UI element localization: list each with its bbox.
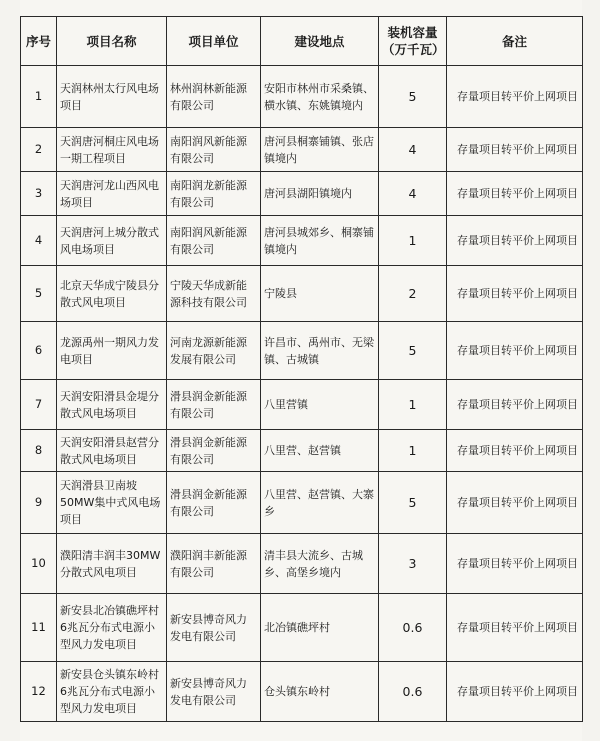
row-note: 存量项目转平价上网项目 bbox=[447, 266, 583, 322]
row-project-name: 天润安阳滑县金堤分散式风电场项目 bbox=[57, 380, 167, 430]
row-note: 存量项目转平价上网项目 bbox=[447, 472, 583, 534]
header-index: 序号 bbox=[21, 17, 57, 66]
row-index: 2 bbox=[21, 128, 57, 172]
row-project-name: 濮阳清丰润丰30MW分散式风电项目 bbox=[57, 534, 167, 594]
header-note: 备注 bbox=[447, 17, 583, 66]
row-project-name: 天润唐河龙山西风电场项目 bbox=[57, 172, 167, 216]
row-index: 12 bbox=[21, 662, 57, 722]
row-project-unit: 滑县润金新能源有限公司 bbox=[167, 430, 261, 472]
row-project-name: 天润滑县卫南坡50MW集中式风电场项目 bbox=[57, 472, 167, 534]
row-capacity: 5 bbox=[379, 66, 447, 128]
row-project-name: 天润林州太行风电场项目 bbox=[57, 66, 167, 128]
row-note: 存量项目转平价上网项目 bbox=[447, 66, 583, 128]
row-note: 存量项目转平价上网项目 bbox=[447, 662, 583, 722]
table-row bbox=[21, 534, 583, 594]
row-project-name: 新安县北冶镇礁坪村6兆瓦分布式电源小型风力发电项目 bbox=[57, 594, 167, 662]
table-row bbox=[21, 216, 583, 266]
row-location: 唐河县城郊乡、桐寨铺镇境内 bbox=[261, 216, 379, 266]
row-location: 八里营、赵营镇 bbox=[261, 430, 379, 472]
row-note: 存量项目转平价上网项目 bbox=[447, 430, 583, 472]
row-index: 8 bbox=[21, 430, 57, 472]
row-project-unit: 南阳润风新能源有限公司 bbox=[167, 216, 261, 266]
row-project-unit: 濮阳润丰新能源有限公司 bbox=[167, 534, 261, 594]
row-note: 存量项目转平价上网项目 bbox=[447, 216, 583, 266]
row-location: 北冶镇礁坪村 bbox=[261, 594, 379, 662]
row-capacity: 5 bbox=[379, 322, 447, 380]
row-capacity: 4 bbox=[379, 128, 447, 172]
row-capacity: 4 bbox=[379, 172, 447, 216]
row-note: 存量项目转平价上网项目 bbox=[447, 594, 583, 662]
row-note: 存量项目转平价上网项目 bbox=[447, 128, 583, 172]
header-location: 建设地点 bbox=[261, 17, 379, 66]
table-row bbox=[21, 128, 583, 172]
table-row bbox=[21, 430, 583, 472]
row-location: 唐河县桐寨铺镇、张店镇境内 bbox=[261, 128, 379, 172]
row-project-name: 天润唐河上城分散式风电场项目 bbox=[57, 216, 167, 266]
row-project-unit: 宁陵天华成新能源科技有限公司 bbox=[167, 266, 261, 322]
table-row bbox=[21, 66, 583, 128]
row-project-name: 龙源禹州一期风力发电项目 bbox=[57, 322, 167, 380]
row-project-unit: 新安县博奇风力发电有限公司 bbox=[167, 662, 261, 722]
row-location: 宁陵县 bbox=[261, 266, 379, 322]
table-row bbox=[21, 172, 583, 216]
table-row bbox=[21, 322, 583, 380]
row-capacity: 5 bbox=[379, 472, 447, 534]
row-location: 八里营镇 bbox=[261, 380, 379, 430]
row-index: 10 bbox=[21, 534, 57, 594]
row-index: 5 bbox=[21, 266, 57, 322]
row-project-unit: 南阳润风新能源有限公司 bbox=[167, 128, 261, 172]
row-project-unit: 河南龙源新能源发展有限公司 bbox=[167, 322, 261, 380]
row-capacity: 0.6 bbox=[379, 662, 447, 722]
row-index: 4 bbox=[21, 216, 57, 266]
header-project-unit: 项目单位 bbox=[167, 17, 261, 66]
row-project-name: 北京天华成宁陵县分散式风电项目 bbox=[57, 266, 167, 322]
row-capacity: 2 bbox=[379, 266, 447, 322]
row-project-unit: 滑县润金新能源有限公司 bbox=[167, 472, 261, 534]
row-index: 9 bbox=[21, 472, 57, 534]
row-index: 7 bbox=[21, 380, 57, 430]
row-project-name: 新安县仓头镇东岭村6兆瓦分布式电源小型风力发电项目 bbox=[57, 662, 167, 722]
row-index: 6 bbox=[21, 322, 57, 380]
row-note: 存量项目转平价上网项目 bbox=[447, 322, 583, 380]
row-location: 安阳市林州市采桑镇、横水镇、东姚镇境内 bbox=[261, 66, 379, 128]
row-capacity: 1 bbox=[379, 430, 447, 472]
row-location: 八里营、赵营镇、大寨乡 bbox=[261, 472, 379, 534]
row-project-name: 天润安阳滑县赵营分散式风电场项目 bbox=[57, 430, 167, 472]
row-capacity: 0.6 bbox=[379, 594, 447, 662]
row-project-unit: 南阳润龙新能源有限公司 bbox=[167, 172, 261, 216]
table-row bbox=[21, 662, 583, 722]
row-capacity: 3 bbox=[379, 534, 447, 594]
row-location: 仓头镇东岭村 bbox=[261, 662, 379, 722]
header-capacity: 装机容量（万千瓦） bbox=[379, 17, 447, 66]
row-note: 存量项目转平价上网项目 bbox=[447, 534, 583, 594]
project-table bbox=[20, 16, 583, 722]
row-project-name: 天润唐河桐庄风电场一期工程项目 bbox=[57, 128, 167, 172]
row-capacity: 1 bbox=[379, 380, 447, 430]
row-location: 唐河县湖阳镇境内 bbox=[261, 172, 379, 216]
table-row bbox=[21, 472, 583, 534]
row-location: 许昌市、禹州市、无梁镇、古城镇 bbox=[261, 322, 379, 380]
table-row bbox=[21, 594, 583, 662]
row-index: 1 bbox=[21, 66, 57, 128]
row-project-unit: 滑县润金新能源有限公司 bbox=[167, 380, 261, 430]
row-project-unit: 新安县博奇风力发电有限公司 bbox=[167, 594, 261, 662]
row-project-unit: 林州润林新能源有限公司 bbox=[167, 66, 261, 128]
header-project-name: 项目名称 bbox=[57, 17, 167, 66]
row-capacity: 1 bbox=[379, 216, 447, 266]
table-row bbox=[21, 380, 583, 430]
table-header-row bbox=[21, 17, 583, 66]
row-index: 3 bbox=[21, 172, 57, 216]
row-note: 存量项目转平价上网项目 bbox=[447, 380, 583, 430]
row-location: 清丰县大流乡、古城乡、高堡乡境内 bbox=[261, 534, 379, 594]
row-note: 存量项目转平价上网项目 bbox=[447, 172, 583, 216]
table-row bbox=[21, 266, 583, 322]
row-index: 11 bbox=[21, 594, 57, 662]
